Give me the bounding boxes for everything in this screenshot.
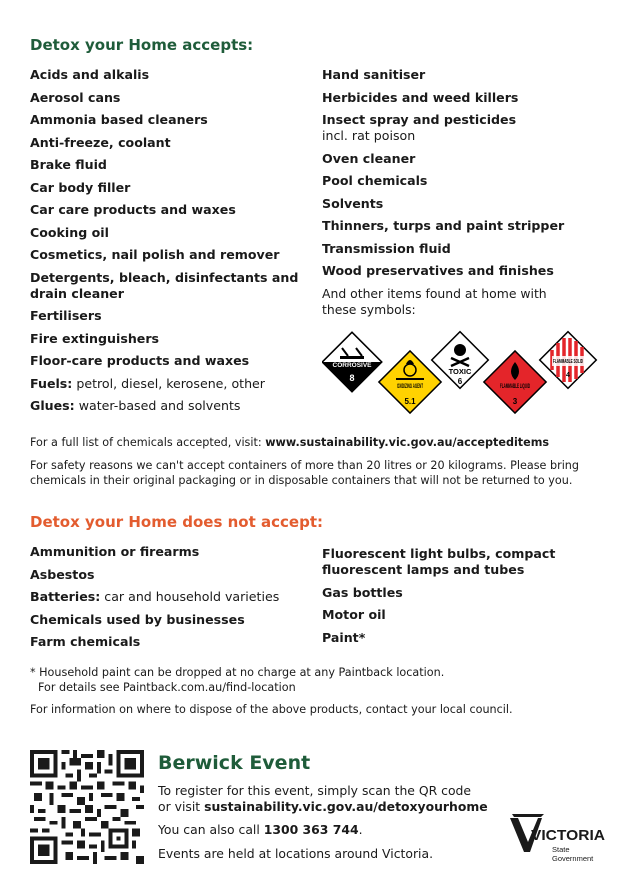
event-register-line2: or visit sustainability.vic.gov.au/detoxyourhome [158,799,488,814]
list-item: Paint* [322,629,366,645]
svg-text:8: 8 [349,373,355,383]
not-accepts-right-list [322,546,612,652]
list-item: Batteries: car and household varieties [30,589,280,604]
list-item: Motor oil [322,607,386,622]
svg-text:4: 4 [566,372,570,379]
event-title: Berwick Event [158,752,311,774]
svg-text:State: State [552,845,570,854]
list-item: Ammonia based cleaners [30,112,208,127]
flammable-solid-symbol-icon [540,332,597,389]
event-register-line1: To register for this event, simply scan the QR code [158,783,472,798]
paint-note: * Household paint can be dropped at no charge at any Paintback location. For details see Paintback.com.au/find-location [30,666,445,694]
dispose-note: For information on where to dispose of the above products, contact your local council. [30,703,513,716]
qr-code-icon[interactable] [30,750,144,864]
list-item: Cosmetics, nail polish and remover [30,247,280,262]
corrosive-symbol-icon [322,332,381,391]
accepts-heading: Detox your Home accepts: [30,36,254,54]
not-accepts-left-list [30,544,320,657]
full-list-note: For a full list of chemicals accepted, visit: www.sustainability.vic.gov.au/accepteditems [30,436,550,449]
list-item: Herbicides and weed killers [322,89,519,105]
flammable-liquid-symbol-icon [484,351,546,413]
list-item: Pool chemicals [322,173,428,188]
list-item: Glues: water-based and solvents [30,398,241,413]
list-item: Cooking oil [30,224,109,240]
list-item: Ammunition or firearms [30,544,200,559]
svg-text:CORROSIVE: CORROSIVE [332,362,372,369]
list-item: Hand sanitiser [322,67,426,82]
detox-link[interactable]: sustainability.vic.gov.au/detoxyourhome [204,799,488,814]
list-item: Anti-freeze, coolant [30,134,171,150]
list-item: Acids and alkalis [30,67,150,82]
svg-text:FLAMMABLE LIQUID: FLAMMABLE LIQUID [500,384,531,390]
accepts-left-list [30,67,320,421]
list-item: Fuels: petrol, diesel, kerosene, other [30,375,265,391]
list-item: Insect spray and pesticides incl. rat poison [322,112,517,143]
svg-text:6: 6 [457,377,463,386]
svg-text:TOXIC: TOXIC [448,367,472,376]
list-item: Transmission fluid [322,240,451,256]
not-accepts-heading: Detox your Home does not accept: [30,513,323,531]
svg-text:VICTORIA: VICTORIA [531,827,606,844]
list-item: Fire extinguishers [30,330,160,346]
list-item: Thinners, turps and paint stripper [322,218,565,233]
event-locations: Events are held at locations around Victoria. [158,846,434,861]
list-item: Chemicals used by businesses [30,611,245,627]
hazard-symbols [322,330,602,416]
list-item: Brake fluid [30,157,107,172]
victoria-state-government-logo [508,812,608,868]
list-item: Gas bottles [322,584,403,600]
list-item: Oven cleaner [322,150,416,166]
phone-number[interactable]: 1300 363 744 [263,822,359,837]
list-item: Solvents [322,195,384,211]
accepts-right-list [322,67,612,318]
svg-text:3: 3 [512,397,518,406]
list-item: Car body filler [30,179,131,195]
symbols-note: And other items found at home with these symbols: [322,285,547,317]
list-item: Fluorescent light bulbs, compact fluorescent lamps and tubes [322,546,556,577]
list-item: Car care products and waxes [30,202,236,217]
svg-text:Government: Government [552,854,594,863]
toxic-symbol-icon [432,332,489,389]
list-item: Asbestos [30,566,95,582]
svg-text:FLAMMABLE SOLID: FLAMMABLE SOLID [553,359,584,365]
accepted-items-link[interactable]: www.sustainability.vic.gov.au/accepteditems [265,436,550,449]
list-item: Detergents, bleach, disinfectants and drain cleaner [30,269,299,301]
list-item: Farm chemicals [30,634,141,649]
svg-text:5.1: 5.1 [404,397,416,406]
svg-text:OXIDIZING AGENT: OXIDIZING AGENT [397,384,424,390]
list-item: Wood preservatives and finishes [322,263,554,278]
event-phone-line: You can also call 1300 363 744. [158,822,363,837]
list-item: Floor-care products and waxes [30,353,250,368]
list-item: Fertilisers [30,308,102,323]
safety-note: For safety reasons we can't accept containers of more than 20 litres or 20 kilograms. Please bring chemicals in their original packaging or in disposable containers that will not be returned to you. [30,459,579,487]
list-item: Aerosol cans [30,89,121,105]
